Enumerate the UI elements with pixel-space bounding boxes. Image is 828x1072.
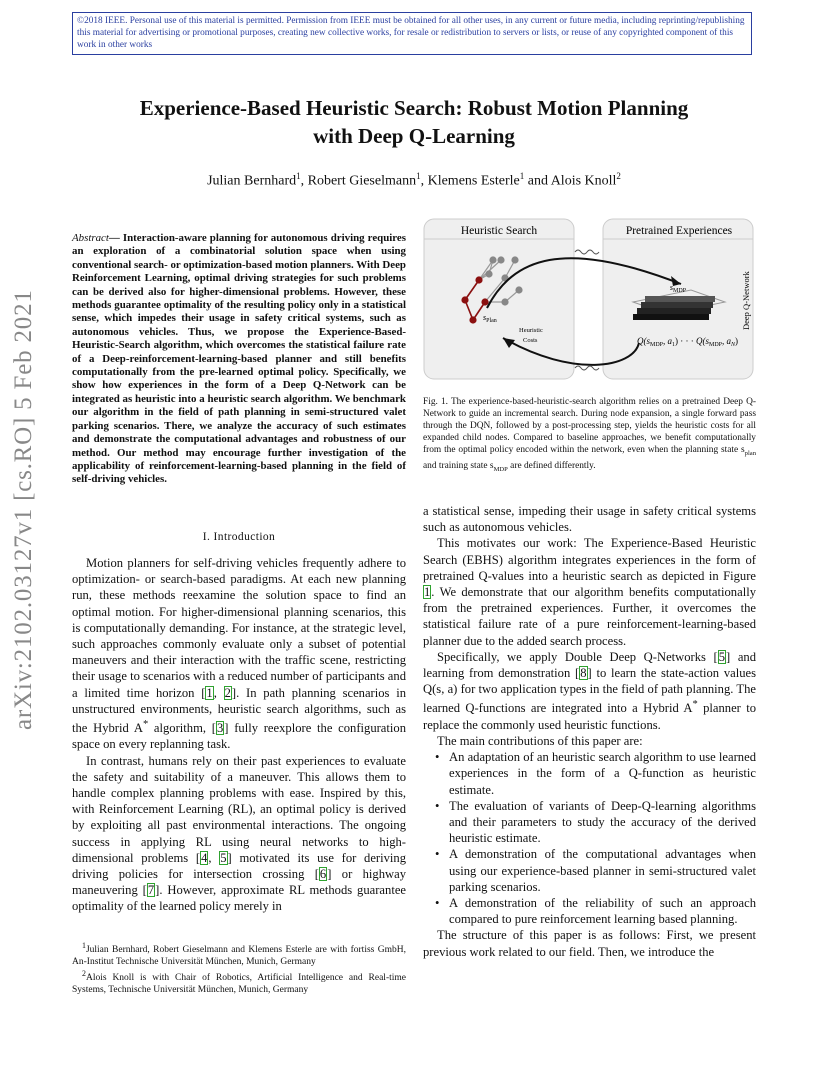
text: planner to replace the commonly used heuristic functions. xyxy=(423,701,756,732)
citation-open: [ xyxy=(201,685,206,700)
citation-close: ] xyxy=(587,666,592,681)
figure-1 xyxy=(423,218,756,381)
text: In contrast, humans rely on their past experiences to evaluate the safety and suitability of a maneuver. This allows them to handle complex planning problems with ease. Inspired by this, with Reinforcement Learning (RL), an optimal policy is derived by exploiting all past environmental interactions. The ongoing success in applying RL using neural networks to high-dimensional problems xyxy=(72,753,406,865)
text: or highway maneuvering xyxy=(72,867,406,898)
fig-smdp: $s_{MDP}$ xyxy=(669,283,687,294)
citation-close: ] xyxy=(227,850,232,865)
caption-text: and training state s xyxy=(423,461,494,472)
star: * xyxy=(692,699,698,711)
citation-open: [ xyxy=(195,850,201,865)
connector-wave xyxy=(575,250,599,254)
text: Specifically, we apply Double Deep Q-Networks xyxy=(437,649,714,664)
author-3: Klemens Esterle xyxy=(427,173,520,189)
paragraph-continued: a statistical sense, impeding their usage in safety critical systems such as autonomous vehicles. xyxy=(423,504,756,535)
text: . However, approximate RL methods guarantee optimality of the learned policy merely in xyxy=(72,883,407,914)
fig-splan: $s_{Plan}$ xyxy=(483,313,497,324)
affil-3: 1 xyxy=(519,171,525,181)
citation-open: [ xyxy=(211,721,216,736)
fig-deep-q-label: Deep Q-Network xyxy=(741,271,751,330)
text: This motivates our work: The Experience-Based Heuristic Search (EBHS) algorithm integrates experiences in the form of pretrained Q-values into a heuristic search as depicted in Figure xyxy=(423,536,756,583)
citation-link[interactable]: 3 xyxy=(216,721,224,736)
footnote-text: Julian Bernhard, Robert Gieselmann and Klemens Esterle are with fortiss GmbH, An-Institut Technische Universität München, Munich, Germany xyxy=(72,945,406,968)
abstract-text: — Interaction-aware planning for autonomous driving requires an exploration of a combinatorial solution space when using conventional search- or optimization-based motion planners. With Deep Reinforcement Learning, optimal driving strategies for such problems can be derived also for higher-dimensional problems. However, these methods guarantee optimality of the resulting policy only in a statistical sense, which impedes their usage in safety critical systems, such as autonomous vehicles. Thus, we propose the Experience-Based-Heuristic-Search algorithm, which overcomes the statistical failure rate of a Deep-reinforcement-learning-based planner and still benefits computationally from the pre-learned optimal policy. Specifically, we show how experiences in the form of a Deep Q-Network can be integrated as heuristic into a heuristic search algorithm. We benchmark our algorithm in the field of path planning in semi-structured valet parking scenarios. There, we analyze the accuracy of such estimates and demonstrate the computational advantages and robustness of our method. Our method may encourage further investigation of the applicability of reinforcement-learning-based planning in the field of self-driving vehicles. xyxy=(72,232,406,486)
citation-sep: , xyxy=(213,685,224,700)
fig-costs-label: Costs xyxy=(523,337,538,344)
citation-link[interactable]: 4 xyxy=(201,850,208,865)
text: . In path planning scenarios in unstructured environments, heuristic search algorithms, such as the Hybrid A xyxy=(72,685,407,736)
citation-link[interactable]: 2 xyxy=(224,685,231,700)
fig-heuristic-label: Heuristic xyxy=(519,327,543,334)
citation-open: [ xyxy=(314,867,319,882)
text: . We demonstrate that our algorithm benefits computationally from the pretrained experiences. Further, it overcomes the statistical failure rate of a pure reinforcement-learning-based planner due to the added search process. xyxy=(423,585,756,648)
footnote-text: Alois Knoll is with Chair of Robotics, Artificial Intelligence and Real-time Systems, Technische Universität München, Munich, Germany xyxy=(72,973,406,996)
figure-caption xyxy=(423,396,756,476)
citation-open: [ xyxy=(142,883,147,898)
citation-link[interactable]: 8 xyxy=(580,666,587,681)
list-item: • The evaluation of variants of Deep-Q-learning algorithms and their parameters to study the accuracy of the derived heuristic estimate. xyxy=(449,798,756,847)
text: Motion planners for self-driving vehicles frequently adhere to optimization- or search-based paradigms. At each new planning run, these methods reexamine the solution space to find an optimal motion. For higher-dimensional planning scenarios, this is computationally demanding. For instance, at the strategic level, such approaches commonly evaluate only a subset of potential maneuvers and their interaction with the traffic scene, restricting their usage to scenarios with a reduced number of participants and a limited time horizon xyxy=(72,556,406,700)
affil-1: 1 xyxy=(296,171,301,181)
fig-label-left: Heuristic Search xyxy=(460,225,538,237)
caption-sub: MDP xyxy=(493,466,508,474)
text: and learning from demonstration xyxy=(423,649,756,681)
text: to learn the state-action values Q(s, a) for two application types in the field of path planning. The learned Q-functions are integrated into a Hybrid A xyxy=(423,666,756,716)
text: algorithm, xyxy=(148,721,212,736)
list-item: • A demonstration of the reliability of such an approach compared to pure reinforcement learning based planning. xyxy=(449,895,756,927)
caption-text: Fig. 1. The experience-based-heuristic-search algorithm relies on a pretrained Deep Q-Network to guide an incremental search. During node expansion, a single forward pass through the DQN, followed by a post-processing step, yields the heuristic costs for all expanded child nodes. Compared to baseline approaches, we benefit computationally from the optimal policy encoded within the network, even when the planning state s xyxy=(423,397,756,456)
star: * xyxy=(142,719,149,731)
title-line-2: with Deep Q-Learning xyxy=(313,124,515,148)
footnote-2: $^2$Alois Knoll is with Chair of Robotics, Artificial Intelligence and Real-time Systems, Technische Universität München, Munich, Germany xyxy=(72,969,406,996)
citation-close: ] xyxy=(327,867,332,882)
paragraph-motivation xyxy=(423,535,756,648)
text: motivated its use for deriving driving policies for intersection crossing xyxy=(72,850,407,882)
figure-panel-left xyxy=(424,219,574,379)
column-left-body xyxy=(72,555,406,915)
author-list xyxy=(60,171,768,190)
citation-close: ] xyxy=(231,685,237,700)
arxiv-stamp: arXiv:2102.03127v1 [cs.RO] 5 Feb 2021 xyxy=(10,289,37,730)
citation-sep: , xyxy=(208,850,220,865)
column-right-body xyxy=(423,503,756,960)
abstract-lead: Abstract xyxy=(72,232,109,244)
copyright-notice: ©2018 IEEE. Personal use of this material is permitted. Permission from IEEE must be obtained for all other uses, in any current or future media, including reprinting/republishing this material for advertising or promotional purposes, creating new collective works, for resale or redistribution to servers or lists, or reuse of any copyrighted component of this work in other works xyxy=(72,12,752,55)
fig-label-right: Pretrained Experiences xyxy=(625,225,733,237)
and: and xyxy=(524,173,551,189)
citation-link[interactable]: 5 xyxy=(718,649,726,664)
paragraph-specifics xyxy=(423,649,756,733)
paragraph-structure: The structure of this paper is as follows: First, we present previous work related to our field. Then, we introduce the xyxy=(423,928,756,959)
paragraph-contrib-intro: The main contributions of this paper are: xyxy=(437,734,643,749)
affil-2: 1 xyxy=(416,171,421,181)
sep: , xyxy=(420,173,428,189)
citation-link[interactable]: 5 xyxy=(220,850,227,865)
title-line-1: Experience-Based Heuristic Search: Robust Motion Planning xyxy=(139,96,689,120)
list-item: • An adaptation of an heuristic search algorithm to use learned experiences in the form of a Q-function as heuristic estimate. xyxy=(449,749,756,798)
citation-close: ] xyxy=(155,883,160,898)
citation-link[interactable]: 6 xyxy=(319,867,327,882)
contribution-list xyxy=(423,749,756,927)
caption-sub: plan xyxy=(744,450,756,458)
list-item: • A demonstration of the computational advantages when using our experience-based planner in semi-structured valet parking scenarios. xyxy=(449,846,756,895)
intro-paragraph-2 xyxy=(72,753,406,915)
author-4: Alois Knoll xyxy=(550,173,617,189)
caption-text: are defined differently. xyxy=(507,461,596,472)
abstract xyxy=(72,232,406,487)
sep: , xyxy=(300,173,308,189)
citation-open: [ xyxy=(713,649,718,664)
affil-4: 2 xyxy=(616,171,621,181)
fig-q-values: $Q(s_{MDP}$, $a_1$) · · · $Q(s_{MDP}$, $a_N$) xyxy=(637,336,739,348)
citation-link[interactable]: 7 xyxy=(147,883,155,898)
footnotes xyxy=(72,940,406,996)
section-heading: I. Introduction xyxy=(202,531,276,543)
intro-paragraph-1 xyxy=(72,555,406,753)
citation-close: ] xyxy=(726,649,731,664)
citation-close: ] xyxy=(224,721,229,736)
connector-wave xyxy=(575,366,599,370)
text: fully reexplore the configuration space on every replanning task. xyxy=(72,721,406,752)
figure-link[interactable]: 1 xyxy=(424,585,431,600)
paper-title xyxy=(60,94,768,150)
footnote-1: $^1$Julian Bernhard, Robert Gieselmann and Klemens Esterle are with fortiss GmbH, An-Institut Technische Universität München, Munich, Germany xyxy=(72,941,406,968)
author-2: Robert Gieselmann xyxy=(307,173,417,189)
citation-link[interactable]: 1 xyxy=(206,685,213,700)
citation-open: [ xyxy=(575,666,580,681)
author-1: Julian Bernhard xyxy=(207,173,297,189)
